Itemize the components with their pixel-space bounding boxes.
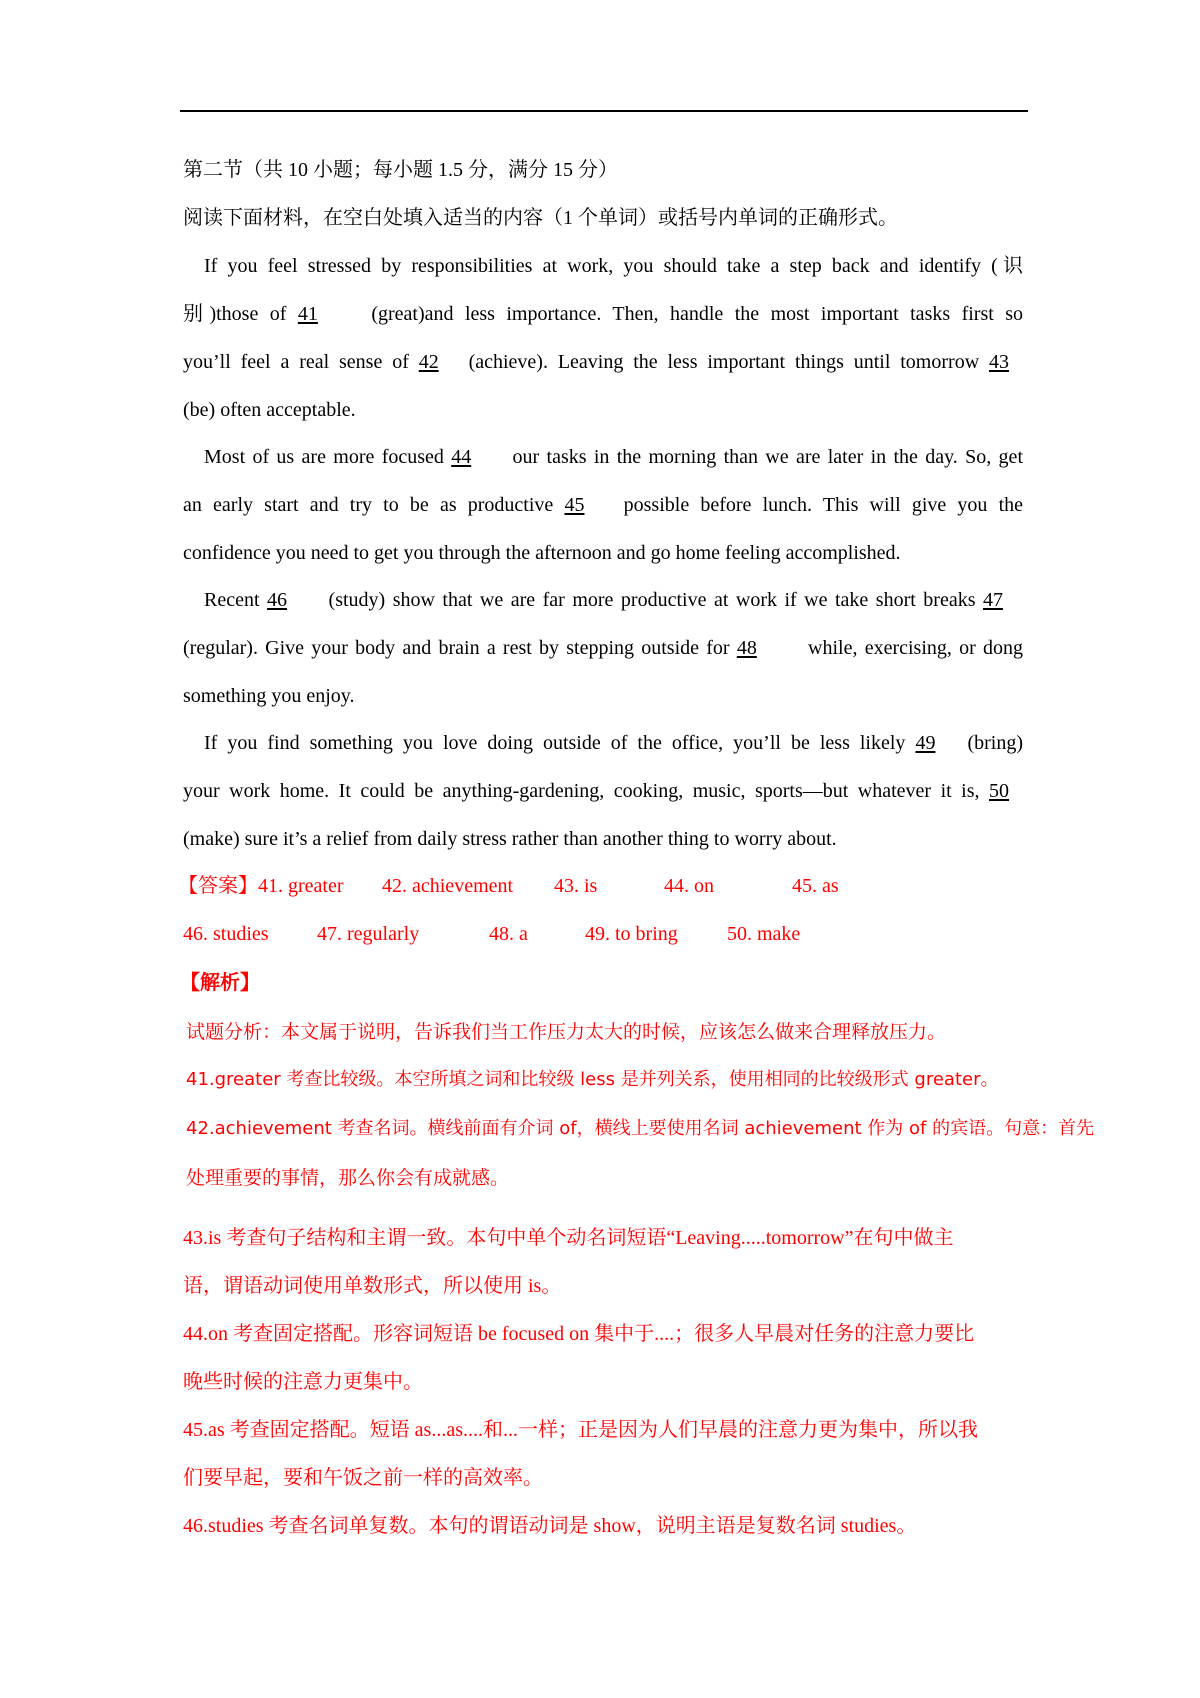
analysis-43: 43.is 考查句子结构和主谓一致。本句中单个动名词短语“Leaving.....tomorrow”在句中做主	[183, 1227, 954, 1249]
passage-line: Recent 46 (study) show that we are far more productive at work if we take short breaks 47	[183, 588, 1023, 612]
passage-line: If you feel stressed by responsibilities at work, you should take a step back and identify (识	[204, 255, 1023, 277]
answer-row-1	[178, 874, 1018, 898]
blank-49: 49	[915, 732, 936, 754]
answer-46: 46. studies	[183, 923, 269, 945]
passage-line: your work home. It could be anything-gardening, cooking, music, sports—but whatever it is, 50	[183, 779, 1023, 803]
blank-42: 42	[418, 351, 439, 373]
answer-44: 44. on	[664, 875, 714, 897]
blank-45: 45	[564, 494, 585, 516]
answer-49: 49. to bring	[585, 923, 678, 945]
analysis-42-cont: 处理重要的事情，那么你会有成就感。	[186, 1167, 510, 1189]
analysis-41: 41.greater 考查比较级。本空所填之词和比较级 less 是并列关系，使用相同的比较级形式 greater。	[186, 1069, 999, 1090]
passage-line: Most of us are more focused 44 our tasks in the morning than we are later in the day. So, get	[204, 446, 1023, 468]
analysis-summary: 试题分析：本文属于说明，告诉我们当工作压力太大的时候，应该怎么做来合理释放压力。	[186, 1021, 947, 1043]
analysis-46: 46.studies 考查名词单复数。本句的谓语动词是 show，说明主语是复数名词 studies。	[183, 1515, 917, 1537]
blank-48: 48	[736, 637, 757, 659]
answer-50: 50. make	[727, 923, 801, 945]
answer-row-2	[183, 922, 1023, 946]
answer-48: 48. a	[489, 923, 528, 945]
passage-line: something you enjoy.	[183, 685, 355, 707]
passage-line: (regular). Give your body and brain a rest by stepping outside for 48 while, exercising, or dong	[183, 637, 1024, 659]
passage-line: 别)those of 41 (great)and less importance. Then, handle the most important tasks first so	[183, 303, 1024, 325]
answer-43: 43. is	[554, 875, 598, 897]
analysis-45: 45.as 考查固定搭配。短语 as...as....和...一样；正是因为人们早晨的注意力更为集中，所以我	[183, 1419, 978, 1441]
passage-line: (make) sure it’s a relief from daily stress rather than another thing to worry about.	[183, 828, 837, 850]
answer-45: 45. as	[792, 875, 839, 897]
header-rule	[180, 110, 1028, 112]
analysis-44: 44.on 考查固定搭配。形容词短语 be focused on 集中于....；很多人早晨对任务的注意力要比	[183, 1323, 975, 1345]
answer-42: 42. achievement	[382, 875, 514, 897]
answer-41: 41. greater	[258, 875, 344, 897]
blank-50: 50	[989, 780, 1010, 802]
blank-41: 41	[297, 303, 318, 325]
blank-46: 46	[267, 589, 288, 611]
passage-line: you’ll feel a real sense of 42 (achieve). Leaving the less important things until tomorrow 43	[183, 350, 1023, 374]
analysis-42: 42.achievement 考查名词。横线前面有介词 of，横线上要使用名词 achievement 作为 of 的宾语。句意：首先	[186, 1118, 1095, 1139]
passage-line: If you find something you love doing outside of the office, you’ll be less likely 49 (bring)	[204, 732, 1023, 754]
answer-47: 47. regularly	[317, 923, 420, 945]
answer-label: 【答案】	[178, 875, 258, 897]
blank-43: 43	[989, 351, 1009, 373]
passage-line: (be) often acceptable.	[183, 399, 356, 421]
analysis-label: 【解析】	[180, 970, 260, 994]
passage-line: confidence you need to get you through the afternoon and go home feeling accomplished.	[183, 542, 901, 564]
instruction: 阅读下面材料，在空白处填入适当的内容（1 个单词）或括号内单词的正确形式。	[183, 207, 898, 229]
section-header: 第二节（共 10 小题；每小题 1.5 分，满分 15 分）	[183, 159, 618, 181]
analysis-45-cont: 们要早起，要和午饭之前一样的高效率。	[183, 1467, 543, 1489]
analysis-44-cont: 晚些时候的注意力更集中。	[183, 1371, 423, 1393]
blank-47: 47	[983, 589, 1004, 611]
analysis-43-cont: 语，谓语动词使用单数形式，所以使用 is。	[183, 1275, 562, 1297]
blank-44: 44	[451, 446, 472, 468]
passage-line: an early start and try to be as productive 45 possible before lunch. This will give you the	[183, 494, 1024, 516]
